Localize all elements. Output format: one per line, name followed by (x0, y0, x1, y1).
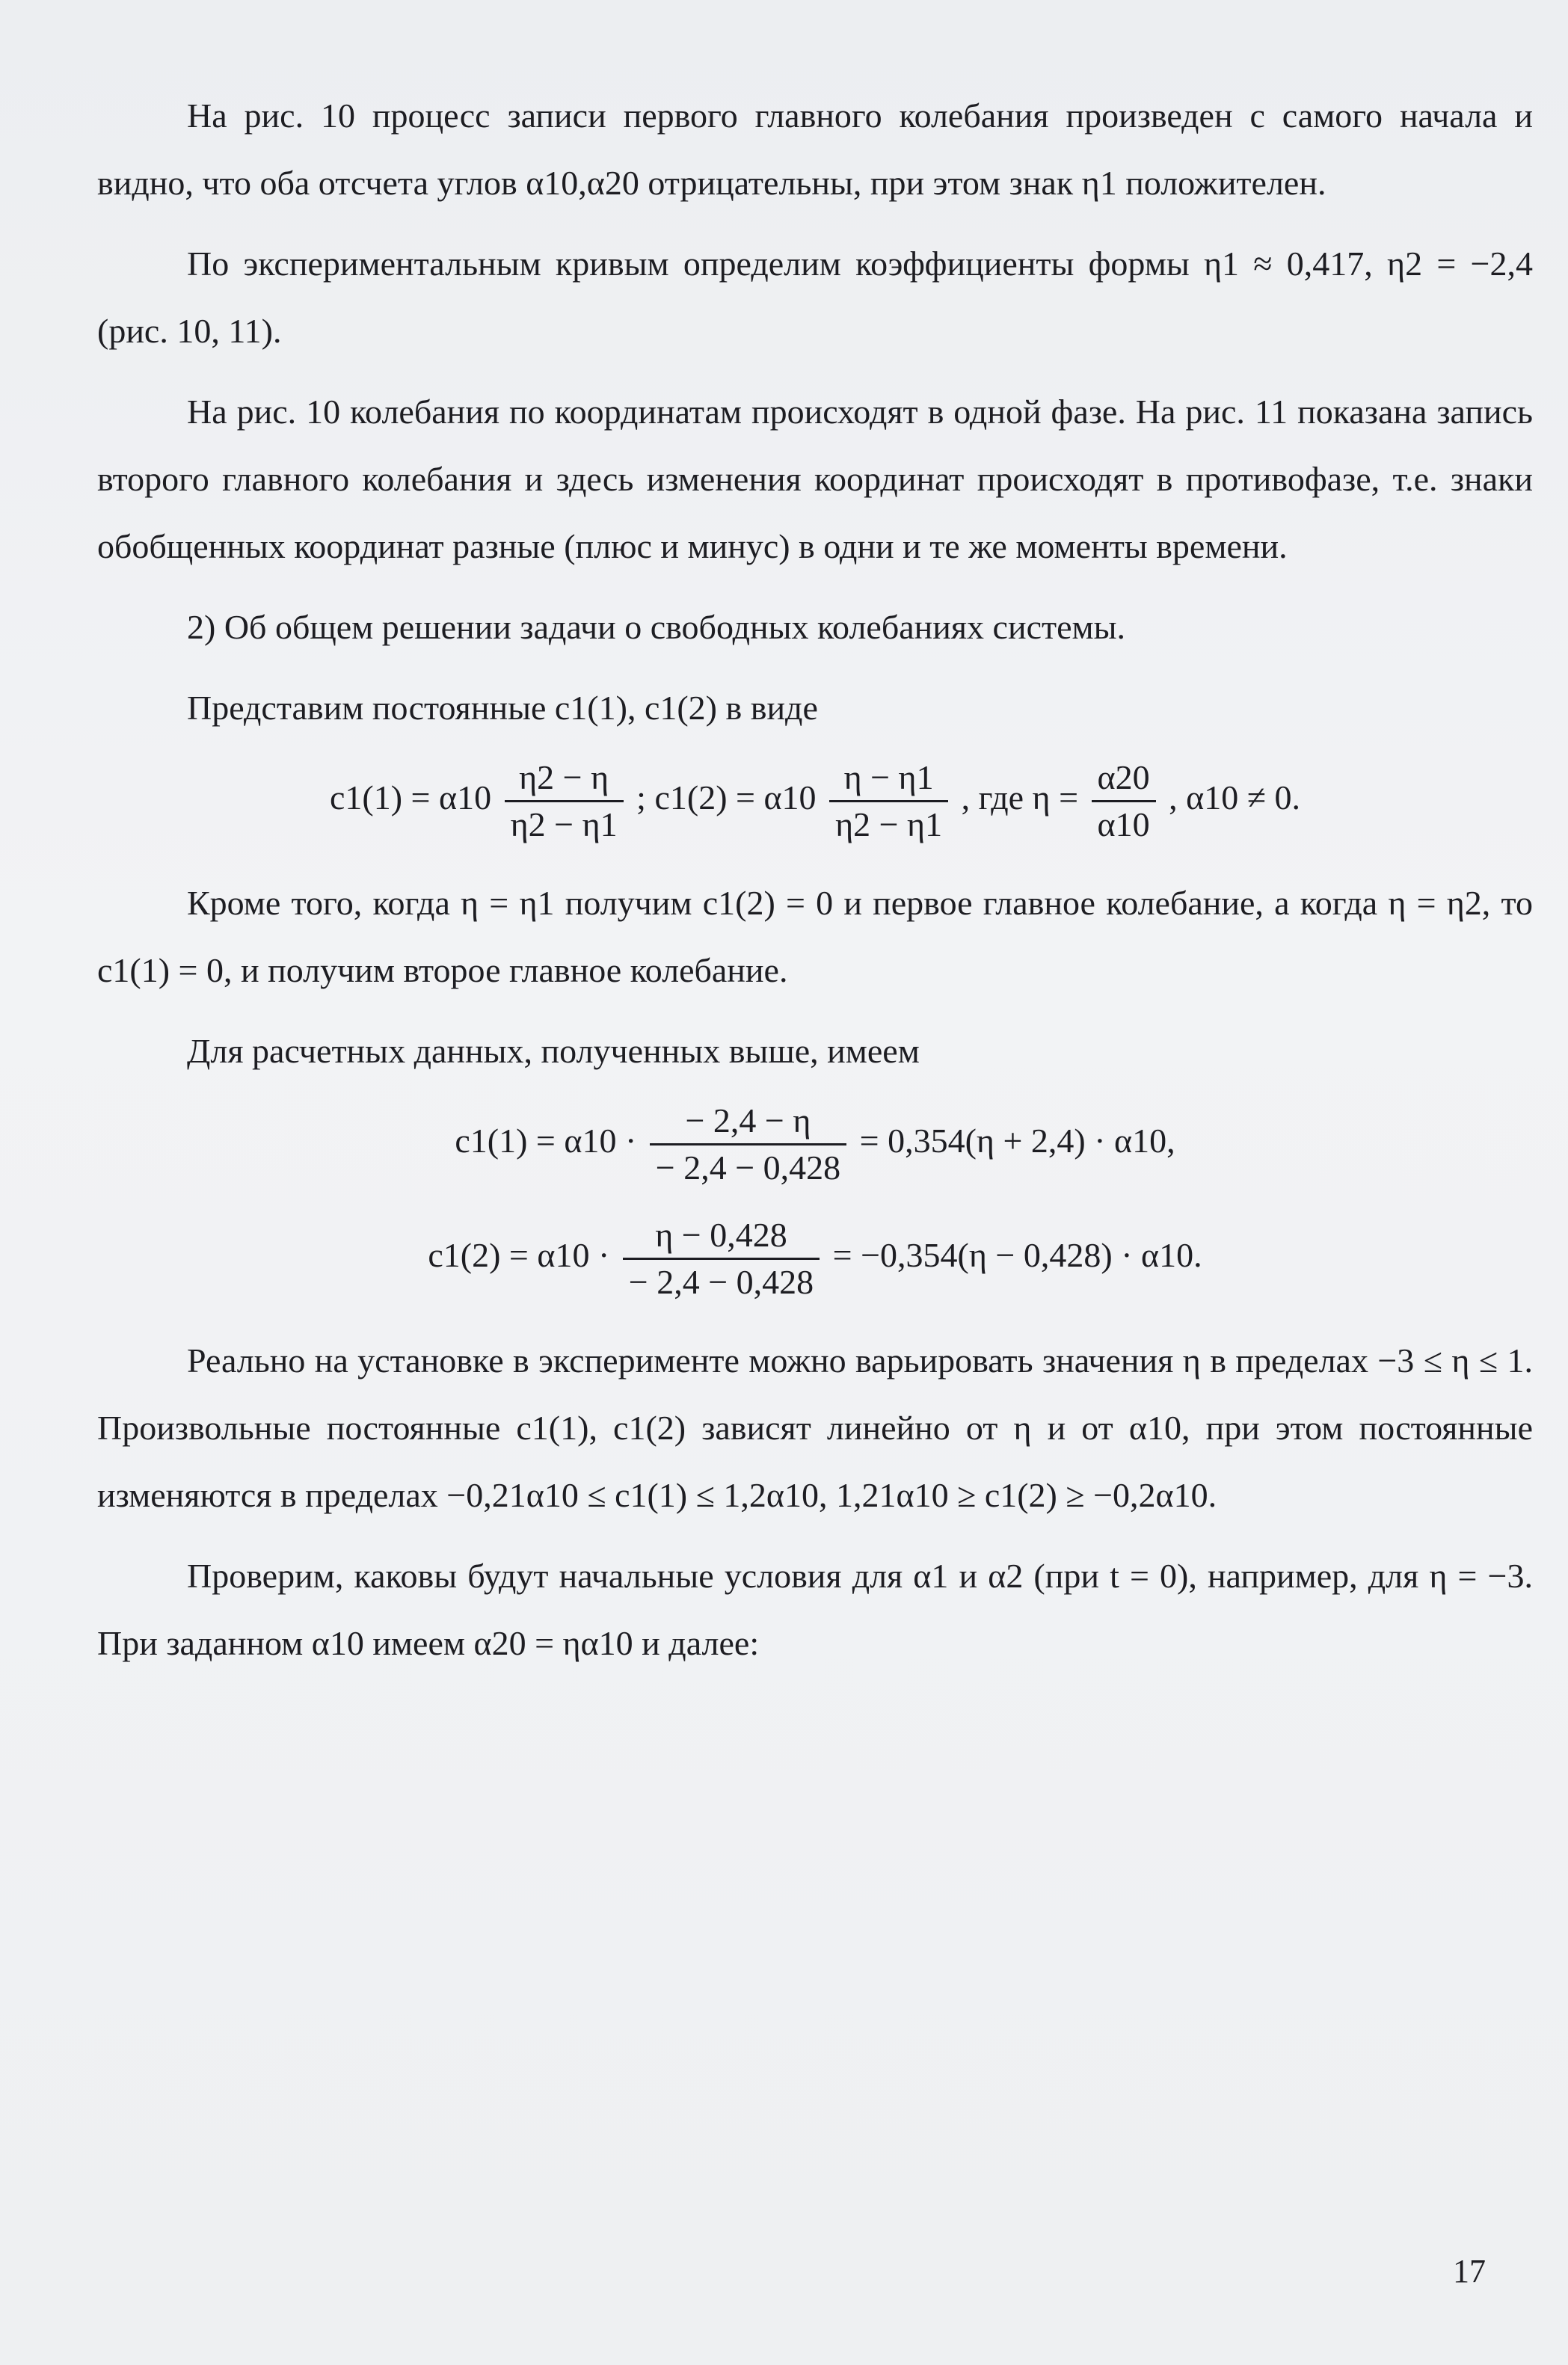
fraction (829, 755, 948, 847)
fraction-numerator: η2 − η (505, 755, 624, 802)
paragraph: Кроме того, когда η = η1 получим c1(2) = 0 и первое главное колебание, а когда η = η2, то c1(1) = 0, и получим второе главное колебание. (97, 884, 1533, 989)
section-heading: 2) Об общем решении задачи о свободных колебаниях системы. (187, 608, 1126, 646)
formula-part: , где η = (961, 778, 1079, 817)
formula-part: c1(2) = α10 · (428, 1236, 610, 1275)
fraction-denominator: η2 − η1 (510, 805, 618, 843)
fraction-denominator: − 2,4 − 0,428 (628, 1263, 814, 1301)
formula-constants-definition (97, 755, 1533, 847)
formula-c1-first (97, 1098, 1533, 1190)
fraction (650, 1098, 846, 1190)
formula-part: , α10 ≠ 0. (1169, 778, 1300, 817)
paragraph: Реально на установке в эксперименте можно варьировать значения η в пределах −3 ≤ η ≤ 1. Произвольные постоянные c1(1), c1(2) зависят линейно от η и от α10, при этом постоянные изменяются в пределах −0,21α10 ≤ c1(1) ≤ 1,2α10, 1,21α10 ≥ c1(2) ≥ −0,2α10. (97, 1341, 1533, 1514)
paragraph: Представим постоянные c1(1), c1(2) в виде (187, 689, 818, 727)
formula-part: c1(1) = α10 (330, 778, 492, 817)
paragraph: Для расчетных данных, полученных выше, имеем (187, 1032, 920, 1070)
paragraph: На рис. 10 колебания по координатам происходят в одной фазе. На рис. 11 показана запись второго главного колебания и здесь изменения координат происходят в противофазе, т.е. знаки обобщенных координат разные (плюс и минус) в одни и те же моменты времени. (97, 393, 1533, 565)
fraction-denominator: η2 − η1 (835, 805, 943, 843)
fraction-denominator: α10 (1097, 805, 1150, 843)
formula-c1-second (97, 1213, 1533, 1305)
page-number: 17 (1453, 2253, 1486, 2289)
fraction (505, 755, 624, 847)
paragraph: Проверим, каковы будут начальные условия для α1 и α2 (при t = 0), например, для η = −3. При заданном α10 имеем α20 = ηα10 и далее: (97, 1557, 1533, 1662)
paragraph: На рис. 10 процесс записи первого главного колебания произведен с самого начала и видно, что оба отсчета углов α10,α20 отрицательны, при этом знак η1 положителен. (97, 96, 1533, 202)
fraction (1092, 755, 1156, 847)
formula-part: = −0,354(η − 0,428) · α10. (832, 1236, 1202, 1275)
formula-part: = 0,354(η + 2,4) · α10, (859, 1122, 1175, 1160)
formula-part: ; c1(2) = α10 (636, 778, 817, 817)
fraction-numerator: η − η1 (829, 755, 948, 802)
fraction-numerator: − 2,4 − η (650, 1098, 846, 1145)
paragraph: По экспериментальным кривым определим коэффициенты формы η1 ≈ 0,417, η2 = −2,4 (рис. 10, 11). (97, 245, 1533, 350)
formula-part: c1(1) = α10 · (455, 1122, 637, 1160)
fraction-numerator: η − 0,428 (623, 1213, 820, 1260)
fraction (623, 1213, 820, 1305)
page-content (97, 82, 1533, 1691)
fraction-denominator: − 2,4 − 0,428 (655, 1148, 841, 1187)
fraction-numerator: α20 (1092, 755, 1156, 802)
